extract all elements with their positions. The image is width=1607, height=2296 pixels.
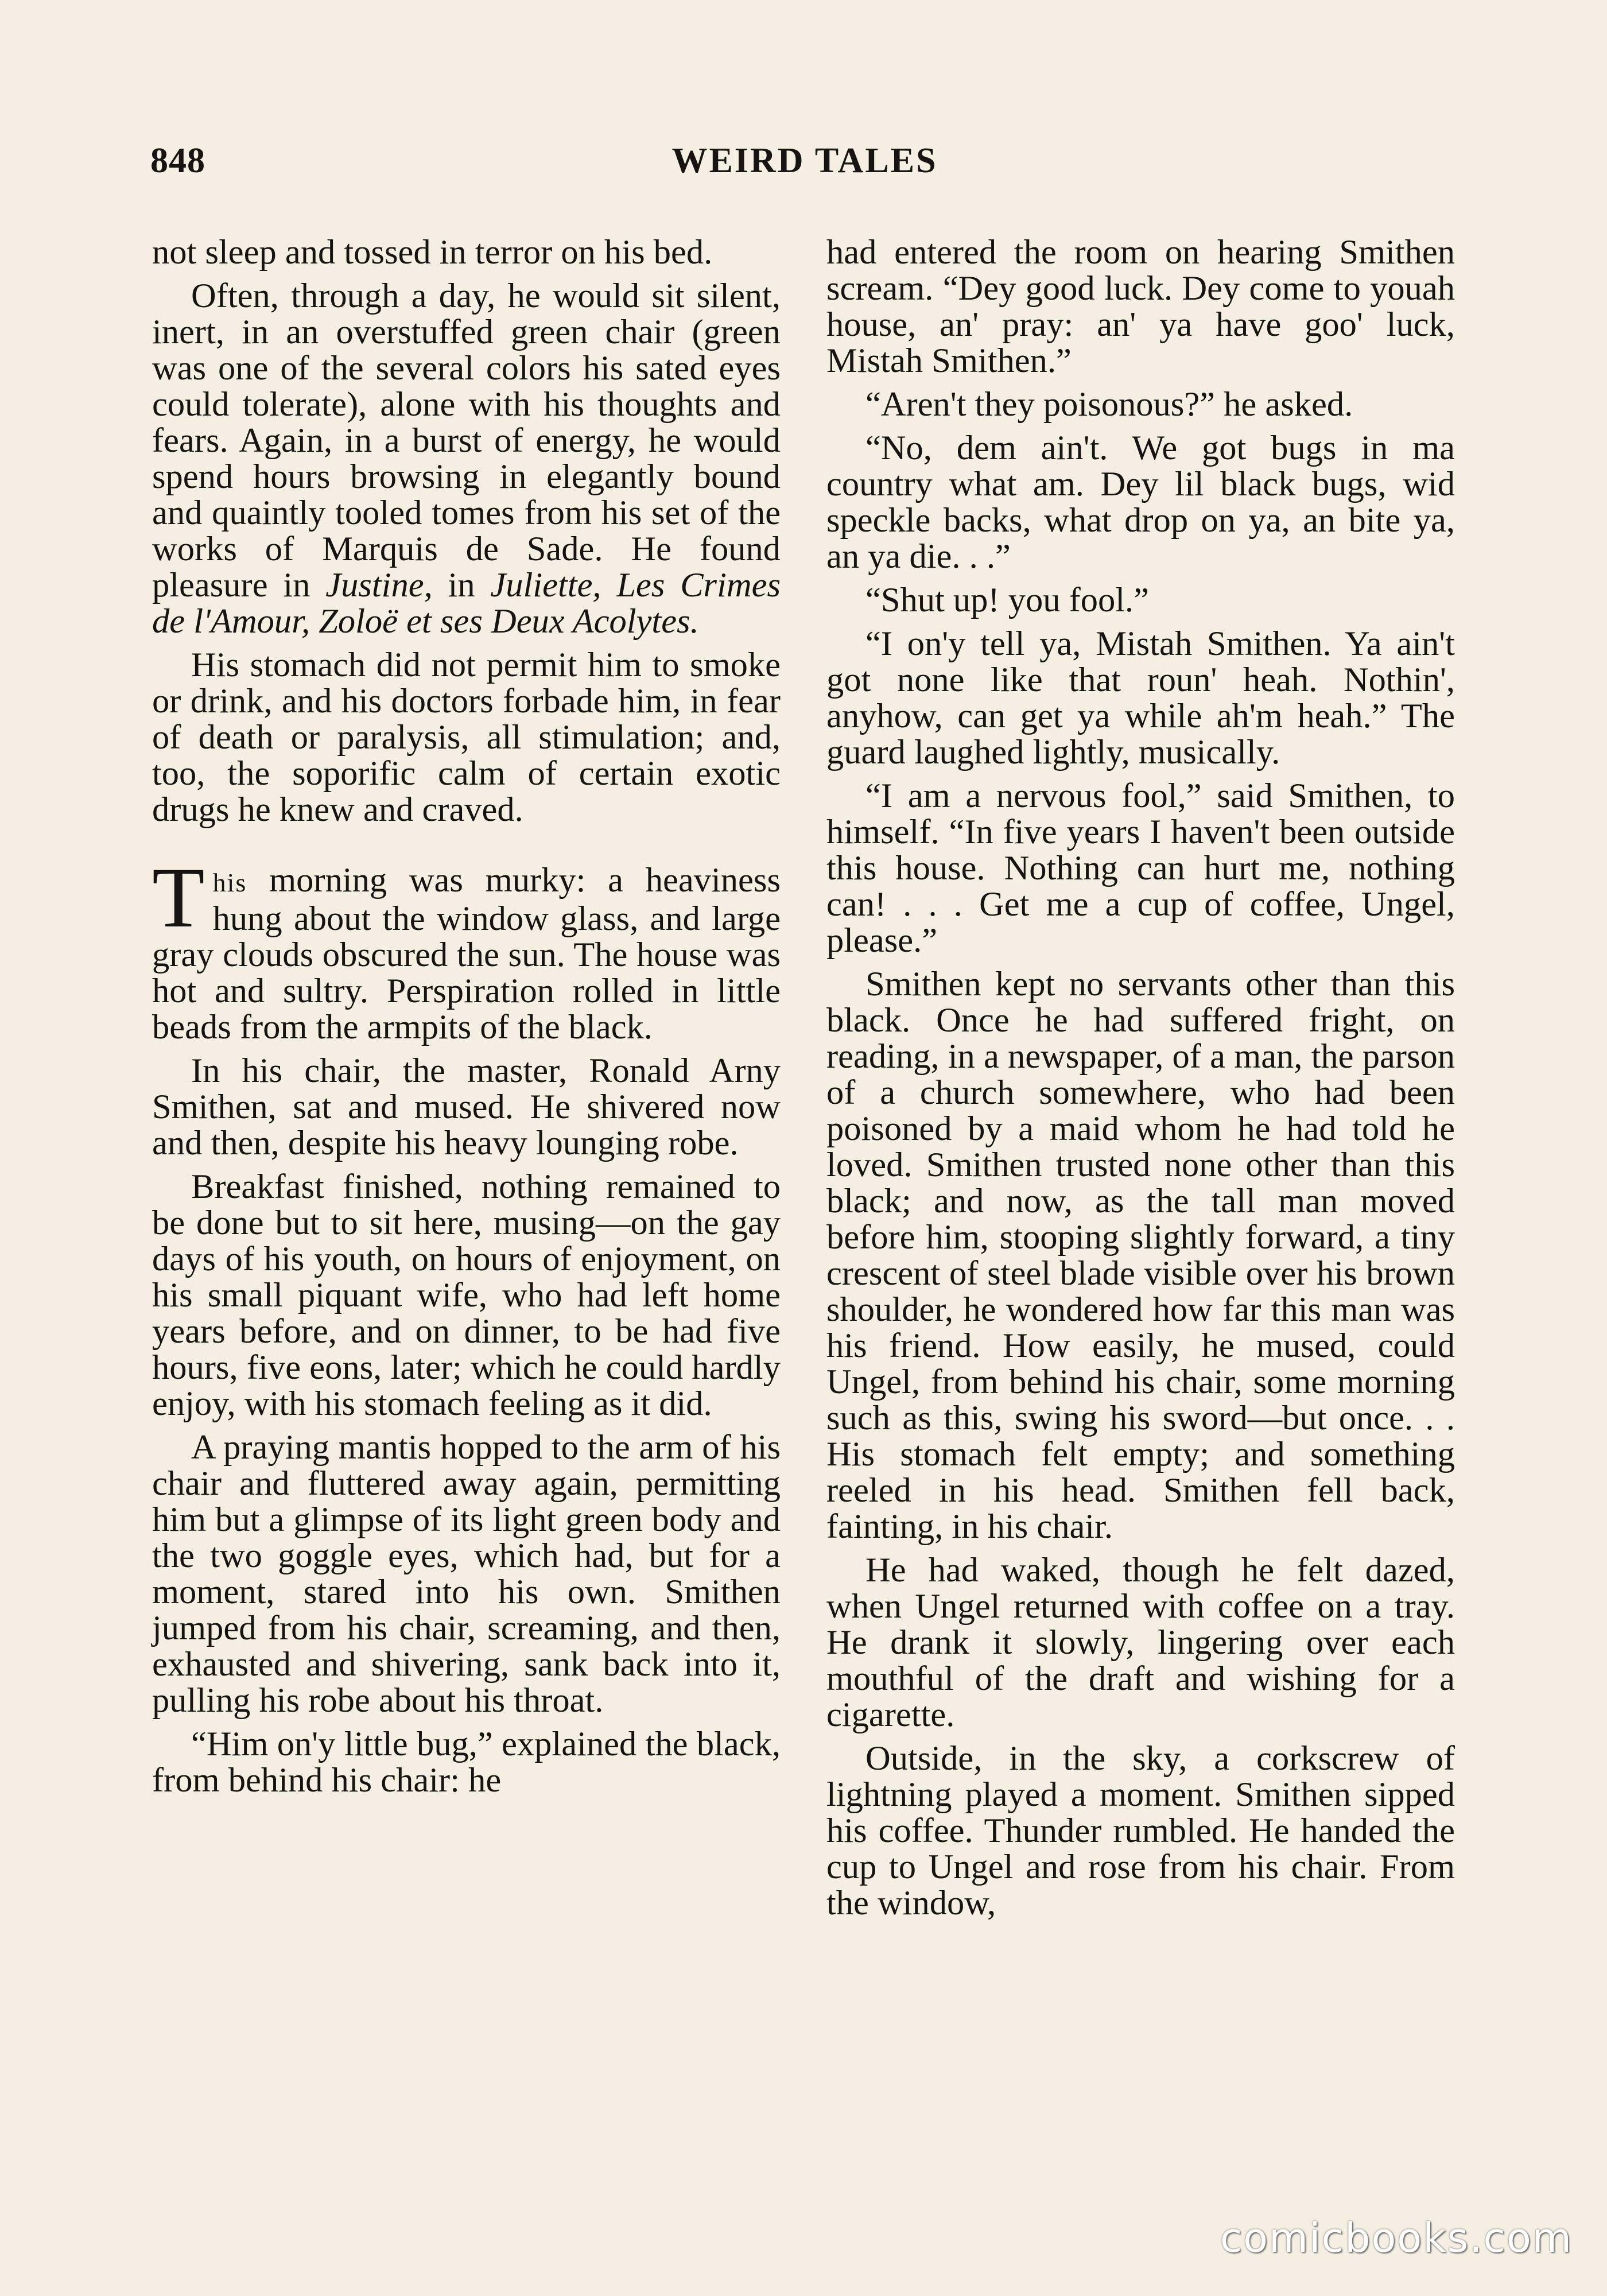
paragraph-text: in	[432, 566, 491, 604]
paragraph: “No, dem ain't. We got bugs in ma country what am. Dey lil black bugs, wid speckle backs, what drop on ya, an bite ya, an ya die. . .”	[826, 429, 1455, 576]
paragraph: Smithen kept no servants other than this black. Once he had suffered fright, on reading, in a newspaper, of a man, the parson of a church somewhere, who had been poisoned by a maid whom he had told he loved. Smithen trusted none other than this black; and now, as the tall man moved before him, stooping slightly forward, a tiny crescent of steel blade visible over his brown shoulder, he wondered how far this man was his friend. How easily, he mused, could Ungel, from behind his chair, some morning such as this, swing his sword—but once. . . His stomach felt empty; and something reeled in his head. Smithen fell back, fainting, in his chair.	[826, 965, 1455, 1546]
right-column	[826, 234, 1455, 1929]
watermark: comicbooks.com	[1220, 2214, 1573, 2262]
paragraph: “I on'y tell ya, Mistah Smithen. Ya ain't got none like that roun' heah. Nothin', anyhow, can get ya while ah'm heah.” The guard laughed lightly, musically.	[826, 625, 1455, 771]
paragraph: not sleep and tossed in terror on his bed.	[152, 233, 713, 272]
paragraph: “Aren't they poisonous?” he asked.	[865, 385, 1353, 424]
paragraph: In his chair, the master, Ronald Arny Smithen, sat and mused. He shivered now and then, despite his heavy lounging robe.	[152, 1052, 781, 1162]
paragraph: “Shut up! you fool.”	[865, 581, 1150, 619]
paragraph: Outside, in the sky, a corkscrew of lightning played a moment. Smithen sipped his coffee. Thunder rumbled. He handed the cup to Ungel and rose from his chair. From the window,	[826, 1739, 1455, 1922]
page-header	[150, 141, 1459, 192]
small-caps-lead: his	[212, 868, 247, 897]
book-title: Juliette, Les Crimes de l'Amour, Zoloë et ses Deux Acolytes.	[152, 566, 781, 641]
paragraph	[152, 278, 781, 639]
page-number: 848	[150, 141, 205, 180]
paragraph: He had waked, though he felt dazed, when Ungel returned with coffee on a tray. He drank it slowly, lingering over each mouthful of the draft and wishing for a cigarette.	[826, 1551, 1455, 1734]
paragraph-text: Often, through a day, he would sit silent, inert, in an overstuffed green chair (green was one of the several colors his sated eyes could tolerate), alone with his thoughts and fears. Again, in a burst of energy, he would spend hours browsing in elegantly bound and quaintly tooled tomes from his set of the works of Marquis de Sade. He found pleasure in	[152, 277, 781, 604]
book-title: Justine,	[325, 566, 433, 604]
running-title: WEIRD TALES	[671, 141, 938, 180]
paragraph: had entered the room on hearing Smithen scream. “Dey good luck. Dey come to youah house, an' pray: an' ya have goo' luck, Mistah Smithen.”	[826, 233, 1455, 380]
paragraph: A praying mantis hopped to the arm of his chair and fluttered away again, permitting him but a glimpse of its light green body and the two goggle eyes, which had, but for a moment, stared into his own. Smithen jumped from his chair, screaming, and then, exhausted and shivering, sank back into it, pulling his robe about his throat.	[152, 1428, 781, 1720]
paragraph: “Him on'y little bug,” explained the black, from behind his chair: he	[152, 1725, 781, 1799]
paragraph: Breakfast finished, nothing remained to be done but to sit here, musing—on the gay days of his youth, on hours of enjoyment, on his small piquant wife, who had left home years before, and on dinner, to be had five hours, five eons, later; which he could hardly enjoy, with his stomach feeling as it did.	[152, 1168, 781, 1423]
section-opening-paragraph	[152, 850, 781, 1046]
paragraph: “I am a nervous fool,” said Smithen, to himself. “In five years I haven't been outside this house. Nothing can hurt me, nothing can! . . . Get me a cup of coffee, Ungel, please.”	[826, 777, 1455, 960]
paragraph: His stomach did not permit him to smoke or drink, and his doctors forbade him, in fear of death or paralysis, all stimulation; and, too, the soporific calm of certain exotic drugs he knew and craved.	[152, 646, 781, 829]
left-column	[152, 234, 781, 1806]
paragraph-text: morning was murky: a heaviness hung about the window glass, and large gray clouds obscured the sun. The house was hot and sultry. Perspiration rolled in little beads from the armpits of the black.	[152, 861, 781, 1046]
drop-cap: T	[152, 850, 205, 945]
